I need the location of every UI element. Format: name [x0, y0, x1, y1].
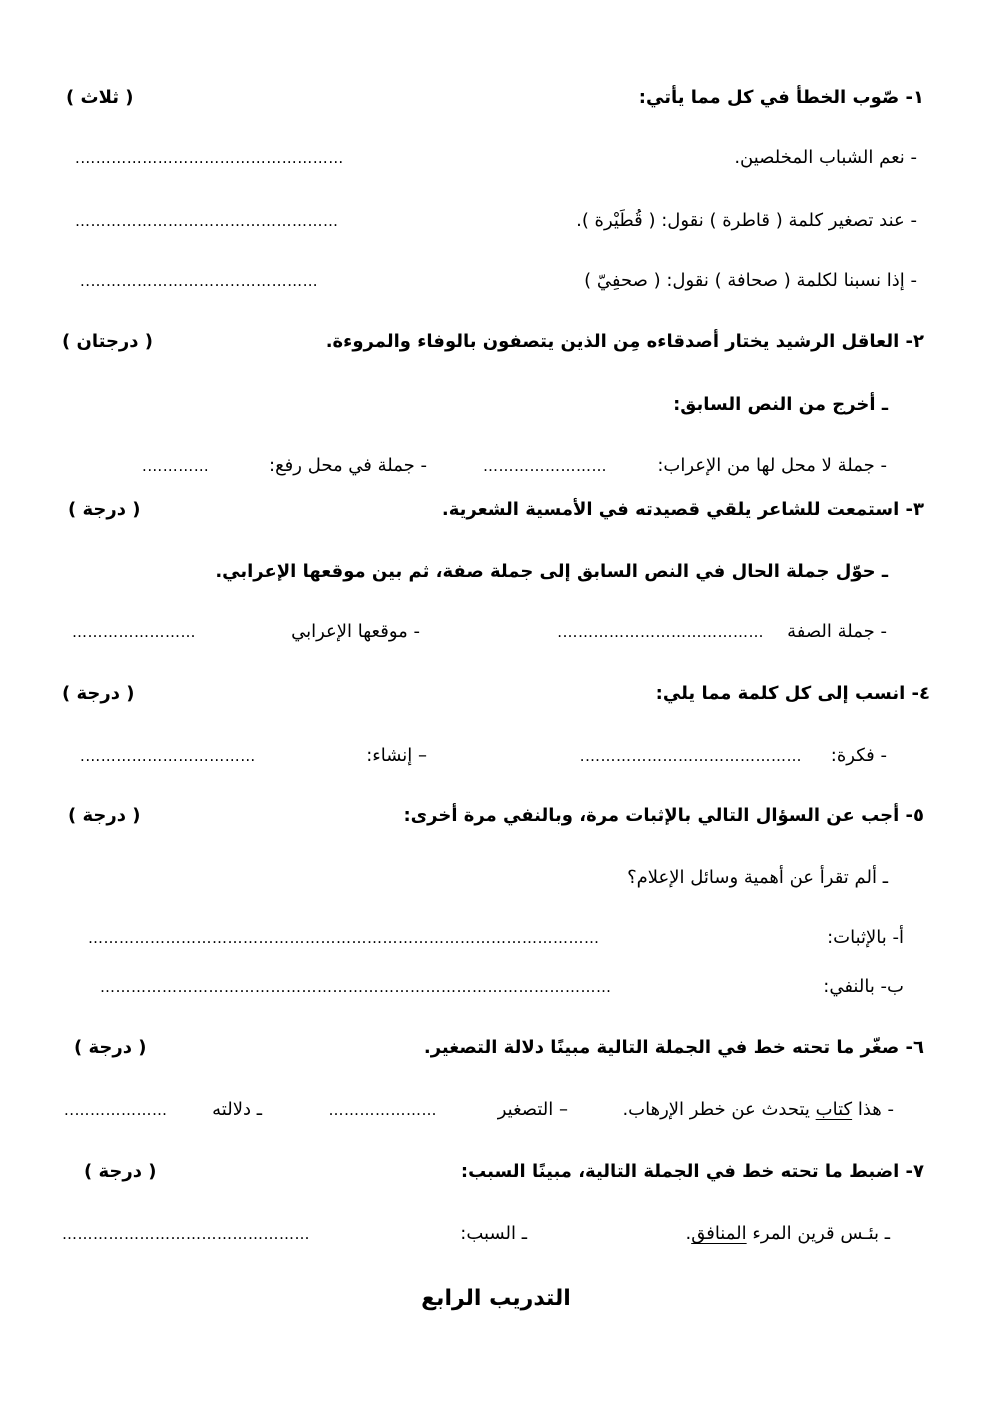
q7-header [0, 1154, 992, 1190]
q6-a-dots[interactable]: ………………… [328, 1101, 437, 1119]
q2-answers [0, 448, 992, 484]
q5-title: ٥- أجب عن السؤال التالي بالإثبات مرة، وبالنفي مرة أخرى: [403, 805, 924, 826]
q6-sentence-after: يتحدث عن خطر الإرهاب. [622, 1099, 816, 1120]
q6-b-label: ـ دلالته [212, 1099, 262, 1120]
q4-answers [0, 738, 992, 774]
q7-a-dots[interactable]: ………………………………………… [62, 1225, 310, 1243]
q7-title: ٧- اضبط ما تحته خط في الجملة التالية، مبينًا السبب: [460, 1161, 924, 1182]
q7-answers [0, 1216, 992, 1252]
q1-mark: ( ثلاث ) [66, 87, 134, 108]
q6-a-label: – التصغير [497, 1099, 568, 1120]
q3-b-dots[interactable]: …………………… [72, 623, 196, 641]
section-title: التدريب الرابع [421, 1286, 571, 1311]
q1-item-2-text: - عند تصغير كلمة ( قاطرة ) نقول: ( قُطَيْرة ). [576, 210, 917, 231]
q1-item-1-text: - نعم الشباب المخلصين. [734, 147, 917, 168]
q2-header [0, 324, 992, 360]
q1-item-3-text: - إذا نسبنا لكلمة ( صحافة ) نقول: ( صحفِيّ ) [584, 270, 917, 291]
q5-affirmative [0, 920, 992, 956]
q1-item-2-dots[interactable]: …………………………………………… [75, 212, 339, 230]
q5-question: ـ ألم تقرأ عن أهمية وسائل الإعلام؟ [627, 867, 888, 888]
q7-mark: ( درجة ) [84, 1161, 157, 1182]
q5-question-row [0, 860, 992, 896]
q7-a-label: ـ السبب: [460, 1223, 527, 1244]
q1-item-3-dots[interactable]: ……………..……………………….. [80, 272, 319, 290]
q1-title: ١- صّوب الخطأ في كل مما يأتي: [638, 87, 924, 108]
q5-header [0, 798, 992, 834]
q5-b-dots[interactable]: ……………………………………………………………………………………… [100, 978, 612, 996]
q3-a-label: - جملة الصفة [787, 621, 887, 642]
q6-sentence-before: - هذا [852, 1099, 894, 1120]
q1-header [0, 80, 992, 116]
q2-title: ٢- العاقل الرشيد يختار أصدقاءه مِن الذين يتصفون بالوفاء والمروءة. [325, 331, 924, 352]
q7-sentence [685, 1216, 890, 1252]
q6-sentence [622, 1092, 894, 1128]
q1-item-1 [0, 140, 992, 176]
q6-b-dots[interactable]: ……………….. [64, 1101, 168, 1119]
q3-sub: ـ حوّل جملة الحال في النص السابق إلى جملة صفة، ثم بين موقعها الإعرابي. [215, 561, 888, 582]
q7-sentence-after: . [685, 1223, 692, 1244]
q2-b-label: - جملة في محل رفع: [269, 455, 427, 476]
q3-answers [0, 614, 992, 650]
q2-sub: ـ أخرج من النص السابق: [673, 394, 888, 415]
q6-header [0, 1030, 992, 1066]
q5-mark: ( درجة ) [68, 805, 141, 826]
q4-title: ٤- انسب إلى كل كلمة مما يلي: [655, 683, 930, 704]
q2-a-label: - جملة لا محل لها من الإعراب: [657, 455, 887, 476]
q2-mark: ( درجتان ) [62, 331, 154, 352]
q3-b-label: - موقعها الإعرابي [291, 621, 420, 642]
q7-underlined-word: المنافق [691, 1223, 747, 1244]
q5-b-label: ب- بالنفي: [823, 976, 904, 997]
q7-sentence-before: ـ بئـس قرين المرء [746, 1223, 890, 1244]
q1-item-1-dots[interactable]: ……………………………………………. [75, 149, 344, 167]
q2-a-dots[interactable]: …………………… [483, 457, 607, 475]
q3-header [0, 492, 992, 528]
q6-title: ٦- صغّر ما تحته خط في الجملة التالية مبينًا دلالة التصغير. [423, 1037, 924, 1058]
q5-a-dots[interactable]: ……………………………………………………………………………………… [88, 929, 600, 947]
q3-mark: ( درجة ) [68, 499, 141, 520]
q5-negative [0, 969, 992, 1005]
q6-mark: ( درجة ) [74, 1037, 147, 1058]
q3-a-dots[interactable]: …………………………………. [557, 623, 764, 641]
q4-a-label: - فكرة: [830, 745, 887, 766]
q4-b-label: – إنشاء: [366, 745, 427, 766]
q1-item-3 [0, 263, 992, 299]
q6-underlined-word: كتاب [815, 1099, 853, 1120]
q3-subheading [0, 554, 992, 590]
q4-mark: ( درجة ) [62, 683, 135, 704]
q4-header [0, 676, 992, 712]
q5-a-label: أ- بالإثبات: [827, 927, 904, 948]
q4-b-dots[interactable]: ……………………………. [80, 747, 256, 765]
q6-answers [0, 1092, 992, 1128]
q4-a-dots[interactable]: ……………………………………. [579, 747, 802, 765]
q2-subheading [0, 387, 992, 423]
q1-item-2 [0, 203, 992, 239]
q3-title: ٣- استمعت للشاعر يلقي قصيدته في الأمسية الشعرية. [441, 499, 924, 520]
q2-b-dots[interactable]: …………. [142, 457, 210, 475]
